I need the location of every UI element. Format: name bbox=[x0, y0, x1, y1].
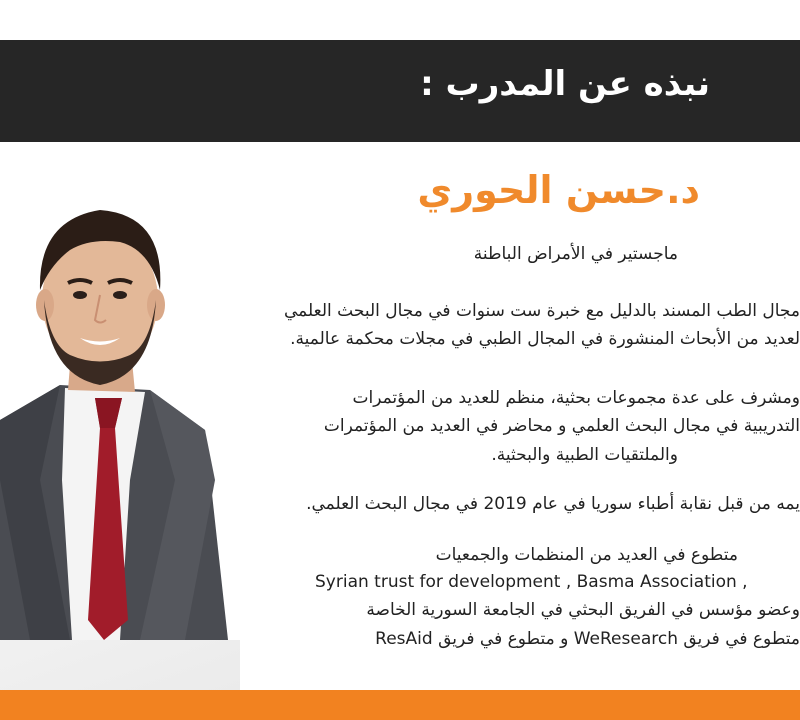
bio-degree: ماجستير في الأمراض الباطنة bbox=[473, 244, 678, 264]
bio-experience-line-2: لعديد من الأبحاث المنشورة في المجال الطبي في مجلات محكمة عالمية. bbox=[290, 329, 800, 349]
bio-roles-line-3: والملتقيات الطبية والبحثية. bbox=[491, 445, 678, 465]
header-title: نبذه عن المدرب : bbox=[420, 64, 710, 104]
bio-roles-line-1: ومشرف على عدة مجموعات بحثية، منظم للعديد من المؤتمرات bbox=[352, 388, 800, 408]
bio-volunteer-line-3: وعضو مؤسس في الفريق البحثي في الجامعة السورية الخاصة bbox=[366, 600, 800, 620]
bio-volunteer-line-4: متطوع في فريق WeResearch و متطوع في فريق ResAid bbox=[375, 629, 800, 649]
bio-roles-line-2: التدريبية في مجال البحث العلمي و محاضر في العديد من المؤتمرات bbox=[323, 416, 800, 436]
bio-experience-line-1: مجال الطب المسند بالدليل مع خبرة ست سنوات في مجال البحث العلمي bbox=[284, 301, 800, 321]
trainer-name: د.حسن الحوري bbox=[417, 168, 700, 212]
bio-volunteer-line-1: متطوع في العديد من المنظمات والجمعيات bbox=[435, 545, 738, 565]
trainer-photo bbox=[0, 180, 240, 640]
footer-bar bbox=[0, 690, 800, 720]
bio-volunteer-line-2: Syrian trust for development , Basma Association , bbox=[315, 572, 748, 592]
bio-award: يمه من قبل نقابة أطباء سوريا في عام 2019 في مجال البحث العلمي. bbox=[306, 494, 800, 514]
